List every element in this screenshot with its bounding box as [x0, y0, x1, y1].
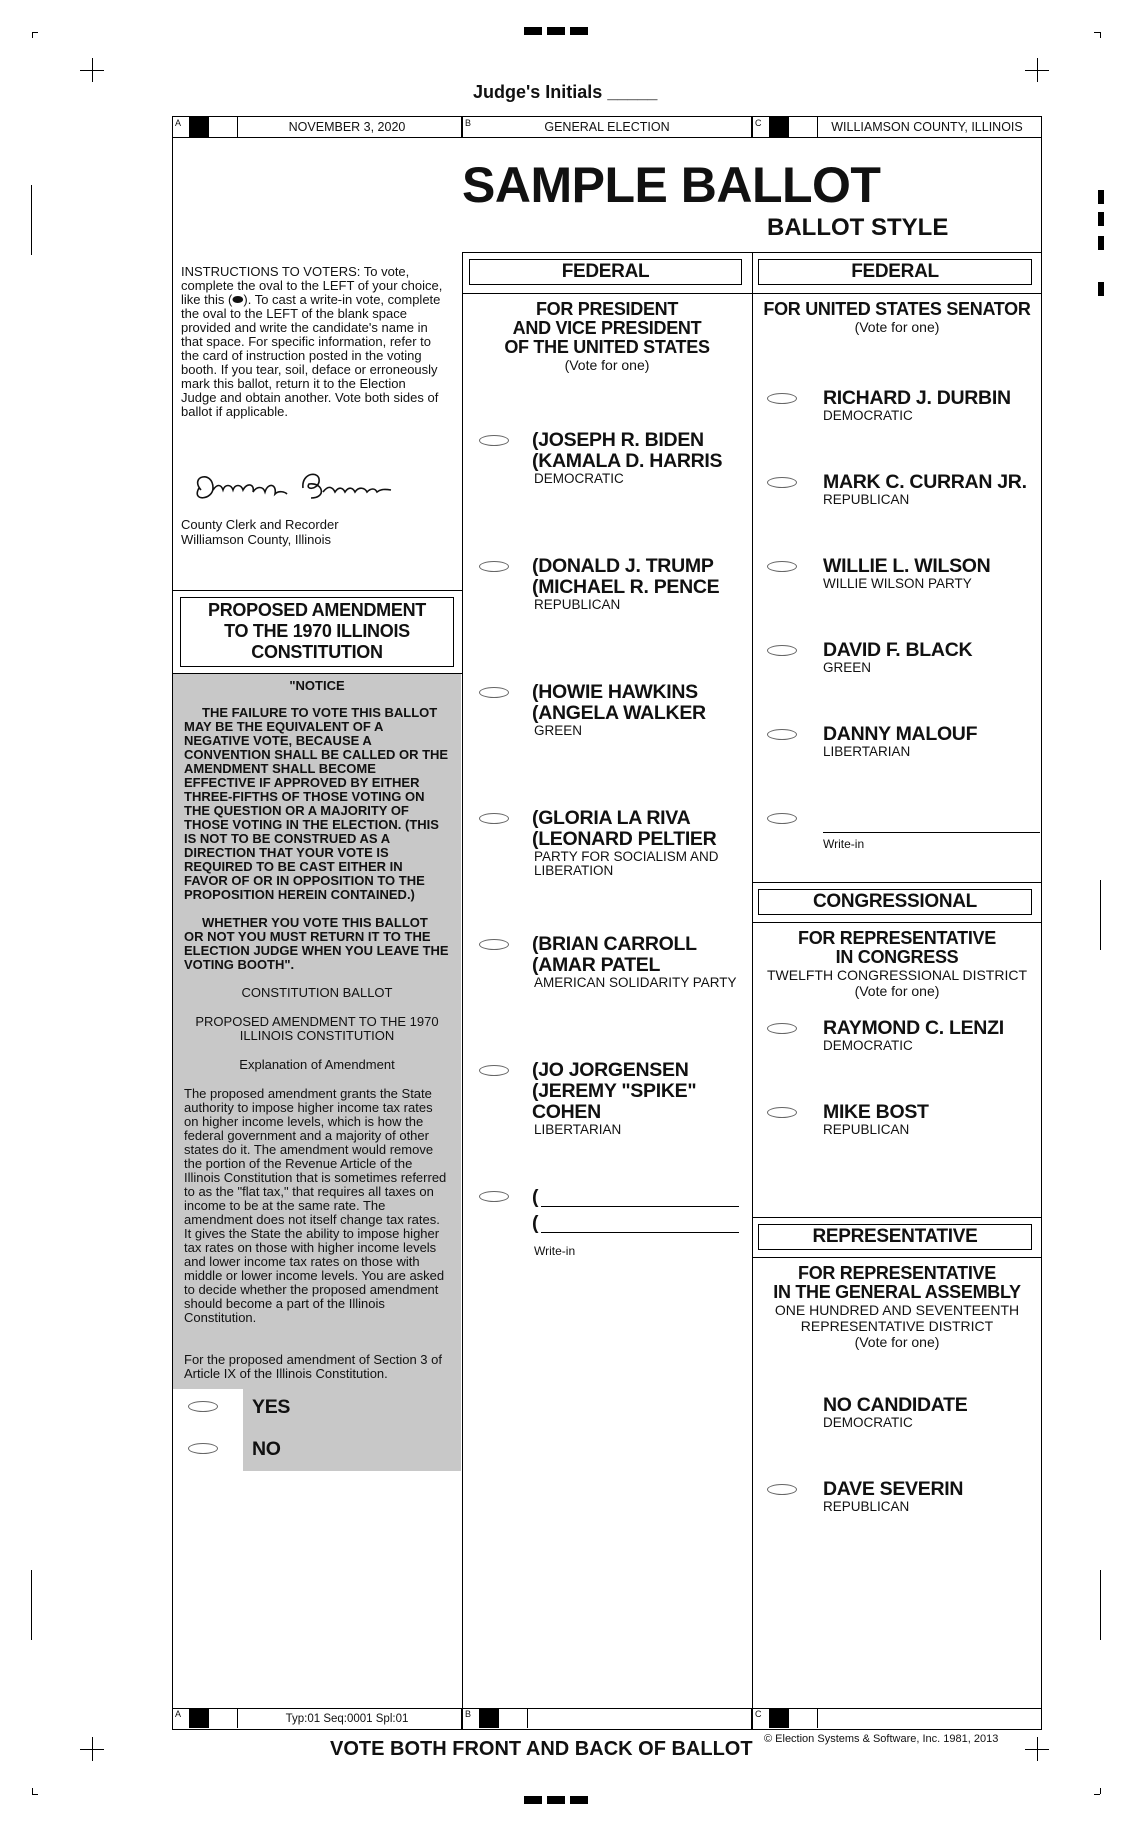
corner-mark	[1094, 1794, 1100, 1795]
voter-instructions: INSTRUCTIONS TO VOTERS: To vote, complete the oval to the LEFT of your choice, like this (⬬). To cast a write-in vote, complete the oval to the LEFT of the blank space provided and write the candidate's name in that space. For specific information, refer to the card of instruction posted in the voting booth. If you tear, soil, deface or erroneously mark this ballot, return it to the Election Judge and obtain another. Vote both sides of ballot if applicable.	[181, 264, 443, 419]
office-line: IN CONGRESS	[835, 947, 959, 967]
explanation-title: Explanation of Amendment	[239, 1057, 395, 1072]
footer-a-label: A	[175, 1709, 182, 1719]
vote-oval[interactable]	[479, 561, 509, 572]
writein-paren: (	[532, 1186, 539, 1208]
header-election-box	[462, 116, 752, 138]
section-header-representative: REPRESENTATIVE	[758, 1224, 1032, 1250]
district: ONE HUNDRED AND SEVENTEENTH	[774, 1302, 1020, 1318]
timing-block	[769, 1708, 789, 1728]
crop-mark	[1037, 1737, 1038, 1761]
county-name: WILLIAMSON COUNTY, ILLINOIS	[831, 120, 1023, 134]
candidate-party: WILLIE WILSON PARTY	[823, 576, 972, 591]
column-divider	[462, 252, 463, 1716]
candidate-party: LIBERTARIAN	[534, 1122, 622, 1137]
candidate-name: MIKE BOST	[823, 1101, 929, 1123]
judges-initials: Judge's Initials _____	[473, 82, 658, 102]
amendment-explanation: The proposed amendment grants the State authority to impose higher income tax rates on higher income levels, which is how the federal government and a majority of other states do it. The amendment would remove the portion of the Revenue Article of the Illinois Constitution that is sometimes referred to as the "flat tax," that requires all taxes on income to be at the same rate. The amendment does not itself change tax rates. It gives the State the ability to impose higher tax rates on those with higher income levels and lower income tax rates on those with middle or lower income levels. You are asked to decide whether the proposed amendment should become a part of the Illinois Constitution.	[184, 1086, 447, 1325]
timing-block	[1098, 190, 1104, 204]
vote-oval[interactable]	[767, 1023, 797, 1034]
candidate-name: DAVE SEVERIN	[823, 1478, 964, 1500]
timing-mark-top	[524, 27, 588, 35]
vote-oval[interactable]	[767, 561, 797, 572]
header-a-label: A	[175, 118, 182, 128]
crop-mark	[1100, 1570, 1101, 1640]
header-c-label: C	[755, 118, 762, 128]
section-rule	[462, 293, 752, 294]
candidate-name: WILLIE L. WILSON	[823, 555, 991, 577]
corner-mark	[1100, 32, 1101, 38]
vote-both-sides: VOTE BOTH FRONT AND BACK OF BALLOT	[330, 1738, 753, 1760]
candidate-name: RAYMOND C. LENZI	[823, 1017, 1004, 1039]
candidate-party: DEMOCRATIC	[823, 408, 913, 423]
vote-for-one: (Vote for one)	[564, 357, 650, 373]
candidate-name: (ANGELA WALKER	[532, 702, 706, 724]
candidate-name: NO CANDIDATE	[823, 1394, 968, 1416]
section-rule	[752, 1257, 1042, 1258]
candidate-name: COHEN	[532, 1101, 601, 1123]
divider	[237, 117, 238, 137]
president-office	[463, 300, 751, 373]
notice-body: THE FAILURE TO VOTE THIS BALLOT MAY BE THE EQUIVALENT OF A NEGATIVE VOTE, BECAUSE A CONVENTION SHALL BE CALLED OR THE AMENDMENT SHALL BECOME EFFECTIVE IF APPROVED BY EITHER THREE-FIFTHS OF THOSE VOTING ON THE QUESTION OR A MAJORITY OF THOSE VOTING IN THE ELECTION. (THIS IS NOT TO BE CONSTRUED AS A DIRECTION THAT YOUR VOTE IS REQUIRED TO BE CAST EITHER IN FAVOR OF OR IN OPPOSITION TO THE PROPOSITION HEREIN CONTAINED.)	[184, 705, 449, 902]
candidate-name: (JOSEPH R. BIDEN	[532, 429, 704, 451]
divider	[237, 1708, 238, 1728]
amendment-heading-line: TO THE 1970 ILLINOIS	[224, 621, 410, 641]
notice-title: "NOTICE	[289, 678, 345, 693]
district: REPRESENTATIVE DISTRICT	[800, 1318, 994, 1334]
candidate-name: (BRIAN CARROLL	[532, 933, 697, 955]
writein-paren: (	[532, 1212, 539, 1234]
candidate-name: (DONALD J. TRUMP	[532, 555, 714, 577]
clerk-signature	[183, 468, 443, 508]
candidate-party: AMERICAN SOLIDARITY PARTY	[534, 975, 737, 990]
writein-line[interactable]	[541, 1206, 739, 1207]
office-line: AND VICE PRESIDENT	[512, 318, 702, 338]
section-header-federal: FEDERAL	[758, 259, 1032, 285]
timing-block	[1098, 212, 1104, 226]
crop-mark	[92, 58, 93, 82]
copyright: © Election Systems & Software, Inc. 1981, 2013	[764, 1733, 999, 1745]
vote-for-one: (Vote for one)	[854, 1334, 940, 1350]
writein-line[interactable]	[541, 1232, 739, 1233]
ballot-style: BALLOT STYLE	[767, 214, 949, 241]
election-date: NOVEMBER 3, 2020	[288, 120, 406, 134]
timing-block	[189, 117, 209, 137]
crop-mark	[1100, 880, 1101, 950]
footer-b-label: B	[465, 1709, 472, 1719]
corner-mark	[32, 1794, 38, 1795]
candidate-name: (AMAR PATEL	[532, 954, 661, 976]
divider	[817, 1708, 818, 1728]
vote-oval[interactable]	[767, 1484, 797, 1495]
amendment-heading-box	[180, 597, 454, 667]
candidate-name: (JEREMY "SPIKE"	[532, 1080, 697, 1102]
crop-mark	[31, 1570, 32, 1640]
candidate-name: (KAMALA D. HARRIS	[532, 450, 723, 472]
corner-mark	[32, 32, 33, 38]
timing-block	[189, 1708, 209, 1728]
section-rule	[752, 293, 1042, 294]
clerk-county: Williamson County, Illinois	[181, 532, 332, 547]
header-county-box	[752, 116, 1042, 138]
candidate-name: RICHARD J. DURBIN	[823, 387, 1011, 409]
vote-oval-writein[interactable]	[479, 1191, 509, 1202]
ballot-title: SAMPLE BALLOT	[462, 157, 881, 213]
office-line: FOR PRESIDENT	[535, 299, 679, 319]
footer-a-box	[172, 1708, 462, 1730]
election-type: GENERAL ELECTION	[544, 120, 670, 134]
candidate-party: PARTY FOR SOCIALISM AND LIBERATION	[534, 849, 719, 878]
vote-oval[interactable]	[479, 435, 509, 446]
vote-oval[interactable]	[767, 729, 797, 740]
candidate-party: DEMOCRATIC	[534, 471, 624, 486]
vote-oval[interactable]	[479, 939, 509, 950]
vote-oval-no[interactable]	[188, 1443, 218, 1454]
footer-c-box	[752, 1708, 1042, 1730]
footer-b-box	[462, 1708, 752, 1730]
corner-mark	[32, 1788, 33, 1794]
candidate-name: (JO JORGENSEN	[532, 1059, 689, 1081]
candidate-name: DANNY MALOUF	[823, 723, 978, 745]
timing-block	[1098, 236, 1104, 250]
amendment-no: NO	[252, 1438, 281, 1460]
amendment-heading-line: PROPOSED AMENDMENT	[208, 600, 426, 620]
candidate-name: (GLORIA LA RIVA	[532, 807, 691, 829]
candidate-party: REPUBLICAN	[823, 1499, 910, 1514]
candidate-name: DAVID F. BLACK	[823, 639, 973, 661]
vote-oval-yes[interactable]	[188, 1401, 218, 1412]
vote-oval[interactable]	[479, 1065, 509, 1076]
candidate-party: GREEN	[823, 660, 872, 675]
amendment-section: For the proposed amendment of Section 3 of Article IX of the Illinois Constitution.	[184, 1352, 442, 1381]
congress-office	[753, 929, 1041, 999]
vote-for-one: (Vote for one)	[854, 983, 940, 999]
office-line: FOR UNITED STATES SENATOR	[763, 299, 1031, 319]
timing-block	[769, 117, 789, 137]
candidate-name: MARK C. CURRAN JR.	[823, 471, 1027, 493]
corner-mark	[1100, 1788, 1101, 1794]
office-line: FOR REPRESENTATIVE	[798, 928, 996, 948]
candidate-party: REPUBLICAN	[823, 492, 910, 507]
amendment-yes: YES	[252, 1396, 291, 1418]
writein-line[interactable]	[823, 832, 1040, 833]
office-line: FOR REPRESENTATIVE	[798, 1263, 996, 1283]
vote-for-one: (Vote for one)	[854, 319, 940, 335]
constitution-ballot: CONSTITUTION BALLOT	[241, 985, 393, 1000]
vote-oval[interactable]	[767, 477, 797, 488]
writein-label: Write-in	[534, 1244, 576, 1258]
section-header-federal: FEDERAL	[469, 259, 742, 285]
candidate-party: DEMOCRATIC	[823, 1415, 913, 1430]
timing-block	[1098, 282, 1104, 296]
district: TWELFTH CONGRESSIONAL DISTRICT	[766, 967, 1028, 983]
notice-body-2: WHETHER YOU VOTE THIS BALLOT OR NOT YOU MUST RETURN IT TO THE ELECTION JUDGE WHEN YOU LEAVE THE VOTING BOOTH".	[184, 915, 449, 972]
section-rule	[752, 1217, 1042, 1218]
crop-mark	[1037, 58, 1038, 82]
vote-oval-writein[interactable]	[767, 813, 797, 824]
crop-mark	[92, 1737, 93, 1761]
vote-oval[interactable]	[479, 813, 509, 824]
divider	[817, 117, 818, 137]
candidate-party: GREEN	[534, 723, 583, 738]
crop-mark	[31, 185, 32, 255]
header-b-label: B	[465, 118, 472, 128]
candidate-name: (LEONARD PELTIER	[532, 828, 717, 850]
vote-oval[interactable]	[479, 687, 509, 698]
left-rule	[172, 590, 462, 591]
divider	[527, 1708, 528, 1728]
footer-c-label: C	[755, 1709, 762, 1719]
section-rule	[752, 882, 1042, 883]
candidate-party: REPUBLICAN	[823, 1122, 910, 1137]
assembly-office	[753, 1264, 1041, 1350]
proposed-amendment-text: PROPOSED AMENDMENT TO THE 1970 ILLINOIS CONSTITUTION	[195, 1014, 439, 1043]
amendment-heading-line: CONSTITUTION	[251, 642, 383, 662]
vote-oval[interactable]	[767, 1107, 797, 1118]
clerk-title: County Clerk and Recorder	[181, 517, 339, 532]
sequence-code: Typ:01 Seq:0001 Spl:01	[285, 1712, 409, 1725]
section-header-congressional: CONGRESSIONAL	[758, 889, 1032, 915]
candidate-party: LIBERTARIAN	[823, 744, 911, 759]
vote-oval[interactable]	[767, 645, 797, 656]
office-line: OF THE UNITED STATES	[504, 337, 710, 357]
candidate-name: (MICHAEL R. PENCE	[532, 576, 720, 598]
timing-block	[479, 1708, 499, 1728]
header-date-box	[172, 116, 462, 138]
senator-office	[753, 300, 1041, 335]
vote-oval[interactable]	[767, 393, 797, 404]
top-rule	[462, 252, 1042, 253]
candidate-name: (HOWIE HAWKINS	[532, 681, 698, 703]
writein-label: Write-in	[823, 837, 865, 851]
section-rule	[752, 922, 1042, 923]
candidate-party: REPUBLICAN	[534, 597, 621, 612]
timing-mark-bottom	[524, 1796, 588, 1804]
candidate-party: DEMOCRATIC	[823, 1038, 913, 1053]
office-line: IN THE GENERAL ASSEMBLY	[773, 1282, 1021, 1302]
